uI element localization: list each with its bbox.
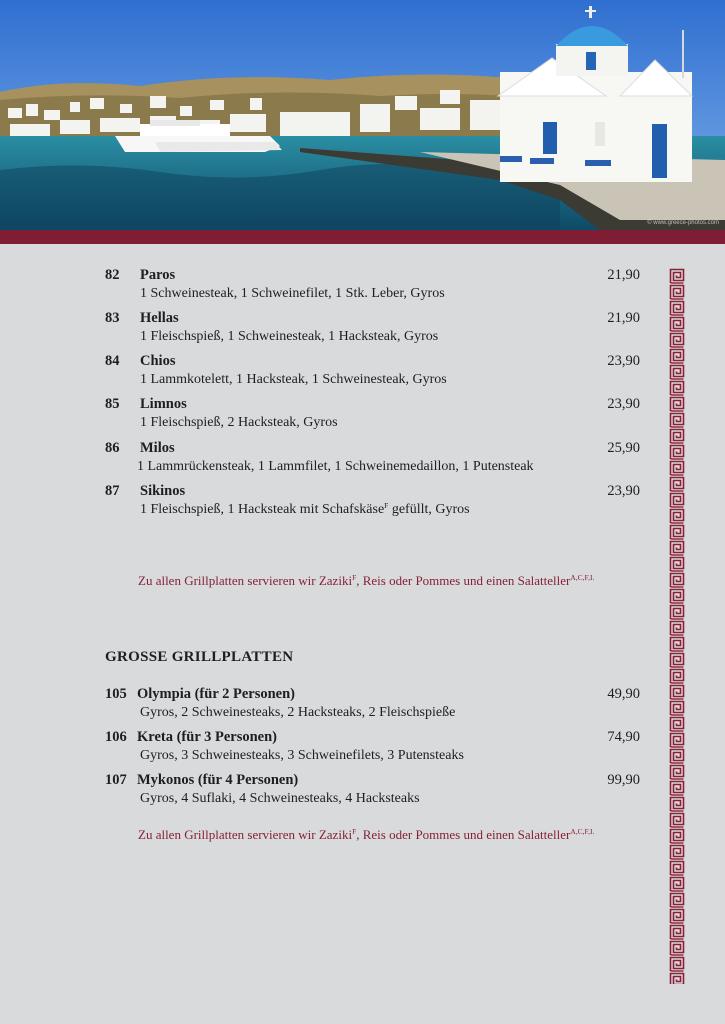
item-price: 49,90 (607, 686, 640, 702)
item-name: Limnos (140, 396, 187, 412)
item-description: Gyros, 4 Suflaki, 4 Schweinesteaks, 4 Hacksteaks (140, 791, 420, 806)
item-price: 21,90 (607, 310, 640, 326)
item-number: 106 (105, 729, 127, 745)
item-price: 25,90 (607, 440, 640, 456)
item-name: Hellas (140, 310, 179, 326)
item-number: 82 (105, 267, 120, 283)
harbour-chapel-illustration (0, 0, 725, 230)
item-name: Mykonos (für 4 Personen) (137, 772, 299, 788)
item-name: Sikinos (140, 483, 186, 499)
item-number: 87 (105, 483, 120, 499)
item-price: 23,90 (607, 353, 640, 369)
item-price: 74,90 (607, 729, 640, 745)
item-description: Gyros, 2 Schweinesteaks, 2 Hacksteaks, 2 Fleischspieße (140, 705, 456, 720)
item-description: 1 Fleischspieß, 2 Hacksteak, Gyros (140, 415, 338, 430)
item-price: 99,90 (607, 772, 640, 788)
item-description: 1 Lammrückensteak, 1 Lammfilet, 1 Schweinemedaillon, 1 Putensteak (137, 459, 534, 474)
item-description: Gyros, 3 Schweinesteaks, 3 Schweinefilets, 3 Putensteaks (140, 748, 464, 763)
item-number: 86 (105, 440, 120, 456)
item-number: 107 (105, 772, 127, 788)
item-description: 1 Lammkotelett, 1 Hacksteak, 1 Schweinesteak, Gyros (140, 372, 447, 387)
item-name: Kreta (für 3 Personen) (137, 729, 278, 745)
side-dish-note: Zu allen Grillplatten servieren wir Zaziki$^F$, Reis oder Pommes und einen Salatteller$^{A,C,F,I.}$ (138, 573, 595, 588)
item-number: 105 (105, 686, 127, 702)
item-price: 23,90 (607, 483, 640, 499)
item-description: 1 Schweinesteak, 1 Schweinefilet, 1 Stk. Leber, Gyros (140, 286, 445, 301)
item-price: 21,90 (607, 267, 640, 283)
greek-key-border (669, 268, 685, 984)
side-dish-note: Zu allen Grillplatten servieren wir Zaziki$^F$, Reis oder Pommes und einen Salatteller$^{A,C,F,I.}$ (138, 827, 595, 842)
header-photo (0, 0, 725, 230)
item-number: 84 (105, 353, 120, 369)
item-name: Paros (140, 267, 176, 283)
accent-band (0, 230, 725, 244)
item-price: 23,90 (607, 396, 640, 412)
section-title: GROSSE GRILLPLATTEN (105, 649, 294, 665)
photo-credit: © www.greece-photos.com (647, 220, 719, 226)
item-description: 1 Fleischspieß, 1 Schweinesteak, 1 Hacksteak, Gyros (140, 329, 439, 344)
item-name: Milos (140, 440, 175, 456)
item-number: 83 (105, 310, 120, 326)
item-description: 1 Fleischspieß, 1 Hacksteak mit Schafskäse$^F$ gefüllt, Gyros (140, 501, 470, 517)
item-number: 85 (105, 396, 120, 412)
item-name: Chios (140, 353, 176, 369)
item-name: Olympia (für 2 Personen) (137, 686, 296, 702)
